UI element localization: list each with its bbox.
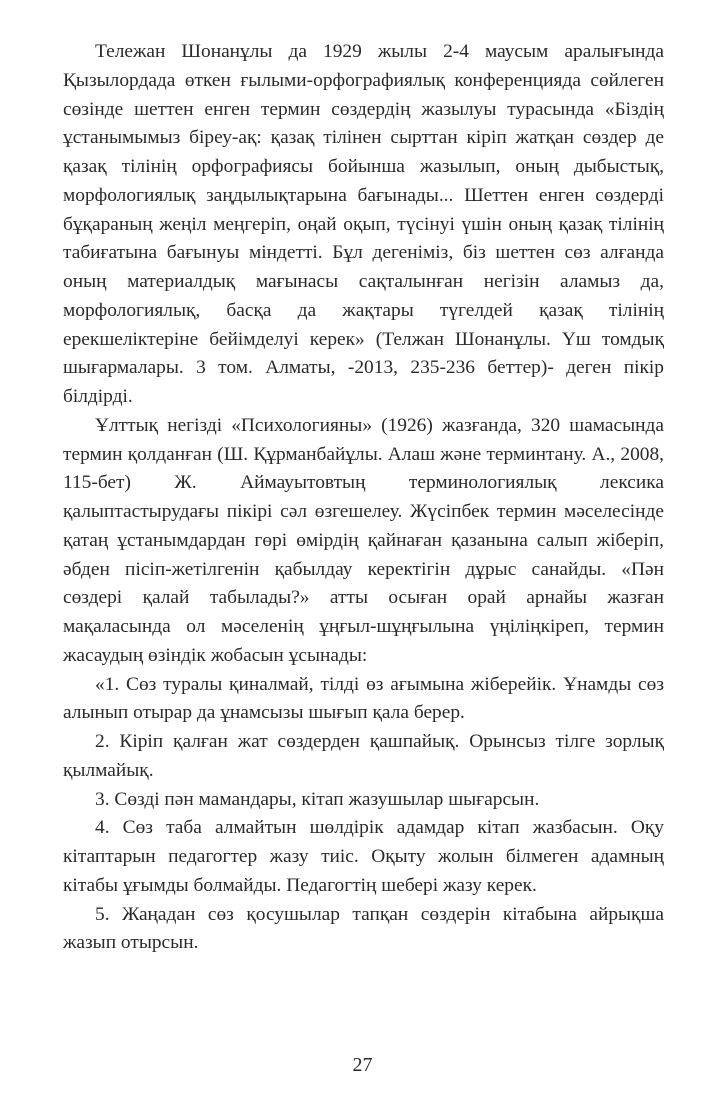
paragraph-aimauytov-terminology: Ұлттық негізді «Психологияны» (1926) жазғанда, 320 шамасында термин қолданған (Ш. Құрманбайұлы. Алаш және терминтану. А., 2008, 115-бет) Ж. Аймауытовтың терминологиялық лексика қалыптастырудағы пікірі сәл өзгешелеу. Жүсіпбек термин мәселесінде қатаң ұстанымдардан гөрі өмірдің қайнаған қазанына салып жіберіп, әбден пісіп-жетілгенін қабылдау керектігін дұрыс санайды. «Пән сөздері қалай табылады?» атты осыған орай арнайы жазған мақаласында ол мәселенің ұңғыл-шұңғылына үңіліңкіреп, термин жасаудың өзіндік жобасын ұсынады: [63,414,664,666]
list-item-2: 2. Кіріп қалған жат сөздерден қашпайық. Орынсыз тілге зорлық қылмайық. [63,731,664,781]
list-item-1: «1. Сөз туралы қиналмай, тілді өз ағымына жіберейік. Ұнамды сөз алынып отырар да ұнамсызы шығып қала берер. [63,673,664,724]
body-text [63,38,664,958]
list-item-5: 5. Жаңадан сөз қосушылар тапқан сөздерін кітабына айрықша жазып отырсын. [63,903,664,954]
paragraph-shonanuly-quote: Тележан Шонанұлы да 1929 жылы 2-4 маусым аралығында Қызылордада өткен ғылыми-орфографиялық конференцияда сөйлеген сөзінде шеттен енген термин сөздердің жазылуы турасында «Біздің ұстанымымыз біреу-ақ: қазақ тілінен сырттан кіріп жатқан сөздер де қазақ тілінің орфографиясы бойынша жазылып, оның дыбыстық, морфологиялық заңдылықтарына бағынады... Шеттен енген сөздерді бұқараның жеңіл меңгеріп, оңай оқып, түсінуі үшін оның қазақ тілінің табиғатына бағынуы міндетті. Бұл дегеніміз, біз шеттен сөз алғанда оның материалдық мағынасы сақталынған негізін аламыз да, морфологиялық, басқа да жақтары түгелдей қазақ тілінің ерекшеліктеріне бейімделуі керек» (Телжан Шонанұлы. Үш томдық шығармалары. 3 том. Алматы, -2013, 235-236 беттер)- деген пікір білдірді. [63,41,664,407]
list-item-3: 3. Сөзді пән мамандары, кітап жазушылар шығарсын. [95,788,540,810]
list-item-4: 4. Сөз таба алмайтын шөлдірік адамдар кітап жазбасын. Оқу кітаптарын педагогтер жазу тиіс. Оқыту жолын білмеген адамның кітабы ұғымды болмайды. Педагогтің шебері жазу керек. [63,817,664,896]
page-number: 27 [352,1054,373,1076]
